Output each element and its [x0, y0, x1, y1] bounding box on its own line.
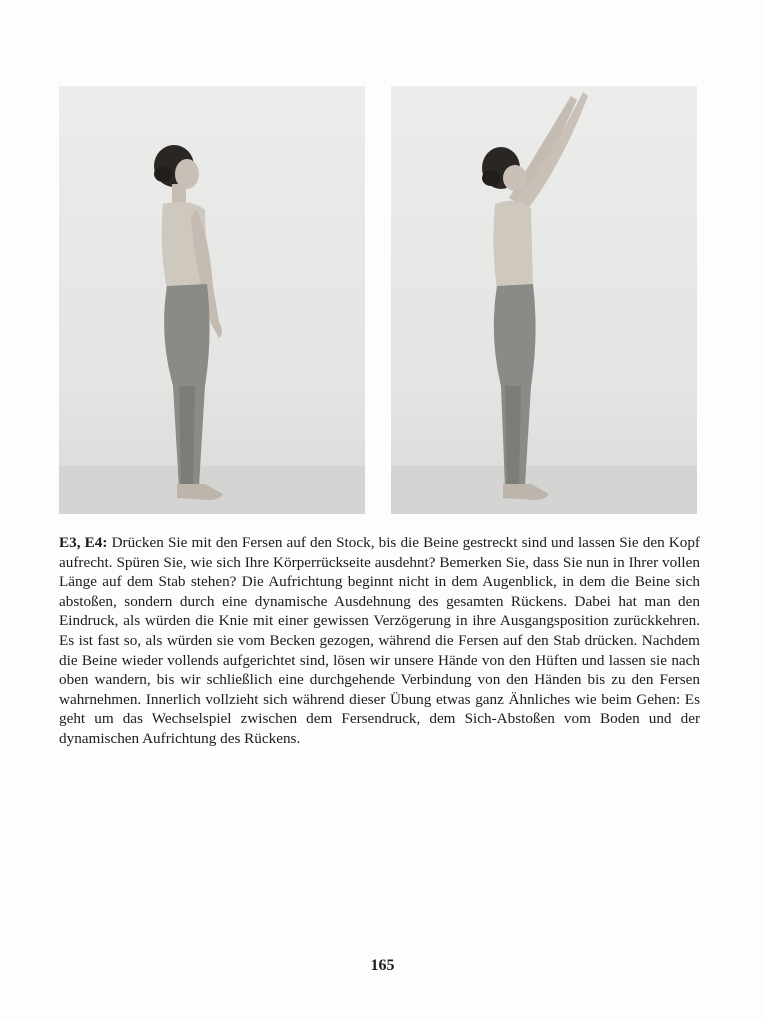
- photo-e3: [59, 86, 365, 514]
- photo-e4: [391, 86, 697, 514]
- figure-standing-arms-raised: [391, 86, 697, 514]
- caption-text: Drücken Sie mit den Fersen auf den Stock, bis die Beine gestreckt sind und lassen Sie den Kopf aufrecht. Spüren Sie, wie sich Ihre Körperrückseite ausdehnt? Bemerken Sie, dass Sie nun in Ihrer vollen Länge auf dem Stab stehen? Die Aufrichtung beginnt nicht in dem Augenblick, in dem die Beine sich abstoßen, sondern durch eine dynamische Ausdehnung des gesamten Rückens. Dabei hat man den Eindruck, als würden die Knie mit einer gewissen Verzögerung in ihre Ausgangsposition zurückkehren. Es ist fast so, als würden sie vom Becken gezogen, während die Fersen auf den Stab drücken. Nachdem die Beine wieder vollends aufgerichtet sind, lösen wir unsere Hände von den Hüften und lassen sie nach oben wandern, bis wir schließlich eine durchgehende Verbindung von den Händen bis zu den Fersen wahrnehmen. Innerlich vollzieht sich während dieser Übung etwas ganz Ähnliches wie beim Gehen: Es geht um das Wechselspiel zwischen dem Fersendruck, dem Sich-Abstoßen vom Boden und der dynamischen Aufrichtung des Rückens.: [59, 534, 700, 747]
- figure-standing-arms-down: [59, 86, 365, 514]
- page-number: 165: [370, 957, 395, 974]
- caption-label: E3, E4:: [59, 534, 108, 551]
- figure-caption: [59, 533, 700, 749]
